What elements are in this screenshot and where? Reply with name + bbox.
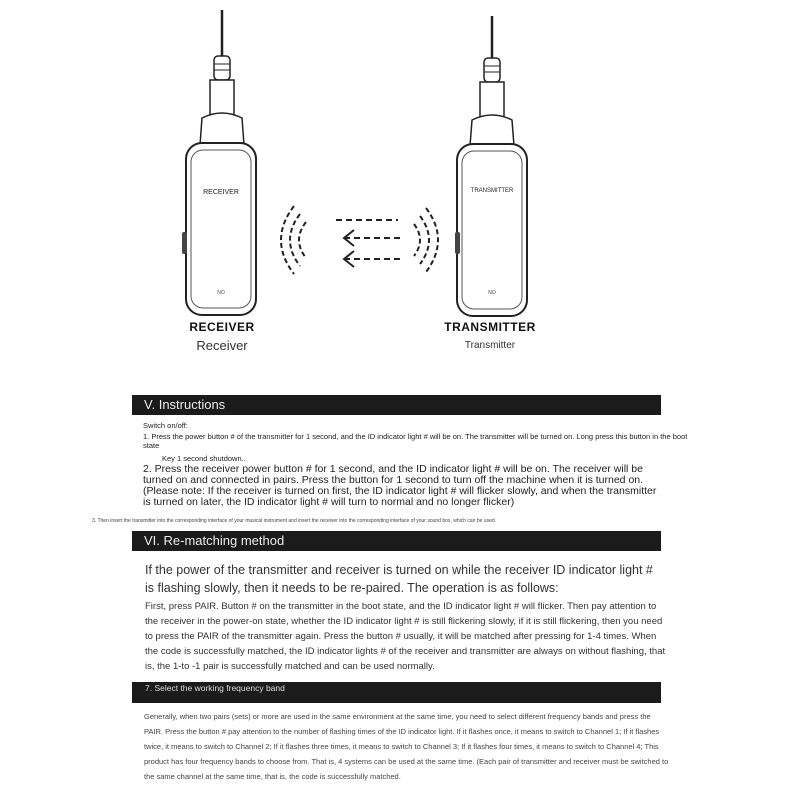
instruction-item-3: 3. Then insert the transmitter into the corresponding interface of your musical instrument and insert the receiver into the corresponding interface of your sound box, which can be used. xyxy=(92,518,497,524)
receiver-device-text: RECEIVER xyxy=(203,189,239,196)
instruction-item-2: 2. Press the receiver power button # for 1 second, and the ID indicator light # will be on. The receiver will be turned on and connected in pairs. Press the button for 1 second to turn off the machine when it is turned on. (Please note: If the receiver is turned on first, the ID indicator light # will flicker slowly, and when the transmitter is turned on later, the ID indicator light # will turn to normal and no longer flicker) xyxy=(143,463,657,508)
section-7-title: 7. Select the working frequency band xyxy=(145,683,285,693)
section-6-title: VI. Re-matching method xyxy=(144,533,285,548)
instruction-item-1: 1. Press the power button # of the transmitter for 1 second, and the ID indicator light # will be on. The transmitter will be turned on. Long press this button in the boot state xyxy=(143,432,688,450)
receiver-sublabel: Receiver xyxy=(196,338,248,353)
section-5-title: V. Instructions xyxy=(144,397,226,412)
instruction-item-1-sub: Key 1 second shutdown.. xyxy=(162,454,246,463)
transmitter-mark: NO xyxy=(488,290,496,296)
device-illustration xyxy=(0,0,800,380)
receiver-mark: NO xyxy=(217,290,225,296)
section-7-header xyxy=(132,682,661,703)
signal-arrows-icon xyxy=(336,220,400,267)
frequency-band-body: Generally, when two pairs (sets) or more are used in the same environment at the same time, you need to select different frequency bands and press the PAIR. Press the button # pay attention to the number of flashing times of the ID indicator light. If it flashes once, it means to switch to Channel 1; If it flashes twice, it means to switch to Channel 2; If it flashes three times, it means to switch to Channel 3; If it flashes four times, it means to switch to Channel 4; This product has four frequency bands to choose from. That is, 4 systems can be used at the same time. (Each pair of transmitter and receiver must be switched to the same channel at the same time, that is, the code is successfully matched. xyxy=(144,712,669,781)
transmitter-device xyxy=(455,16,527,316)
receiver-label: RECEIVER xyxy=(189,320,255,334)
section-6-header xyxy=(132,531,661,551)
pairing-diagram xyxy=(0,0,800,380)
transmitter-signal-waves-icon xyxy=(414,208,438,272)
receiver-device xyxy=(182,10,256,315)
switch-label: Switch on/off: xyxy=(143,421,188,430)
transmitter-sublabel: Transmitter xyxy=(464,340,516,351)
transmitter-device-text: TRANSMITTER xyxy=(470,188,514,194)
section-5-header xyxy=(132,395,661,415)
transmitter-label: TRANSMITTER xyxy=(444,320,536,334)
rematch-intro: If the power of the transmitter and receiver is turned on while the receiver ID indicator light # is flashing slowly, then it needs to be re-paired. The operation is as follows: xyxy=(145,563,653,595)
receiver-signal-waves-icon xyxy=(281,206,306,274)
rematch-body: First, press PAIR. Button # on the transmitter in the boot state, and the ID indicator light # will flicker. Then pay attention to the receiver in the power-on state, whether the ID indicator light # is still flickering slowly, if it is still flickering, then you need to press the PAIR of the transmitter again. Press the button # usually, it will be matched after pressing for 1-4 times. When the code is successfully matched, the ID indicator lights # of the receiver and transmitter are always on without flashing, that is, the 1-to -1 pair is successfully matched and can be used normally. xyxy=(145,601,666,672)
